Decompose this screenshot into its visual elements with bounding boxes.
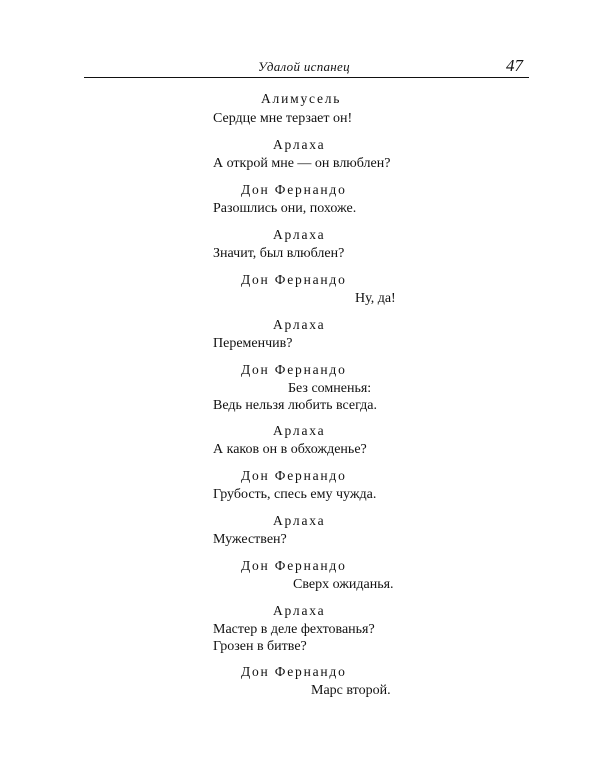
speaker-name: Дон Фернандо — [241, 664, 347, 679]
dialogue-line: Грубость, спесь ему чужда. — [213, 487, 377, 502]
dialogue-line: Переменчив? — [213, 336, 293, 351]
dialogue-line: А каков он в обхожденье? — [213, 442, 367, 457]
header-rule — [84, 77, 529, 78]
dialogue-line: Мужествен? — [213, 532, 287, 547]
speaker-name: Арлаха — [273, 423, 326, 438]
speaker-name: Арлаха — [273, 227, 326, 242]
dialogue-line: Сердце мне терзает он! — [213, 111, 353, 126]
speaker-name: Дон Фернандо — [241, 468, 347, 483]
speaker-name: Дон Фернандо — [241, 558, 347, 573]
dialogue-line: Марс второй. — [311, 683, 391, 698]
speaker-name: Арлаха — [273, 603, 326, 618]
speaker-name: Арлаха — [273, 513, 326, 528]
dialogue-line: Грозен в битве? — [213, 639, 307, 654]
speaker-name: Алимусель — [261, 91, 342, 106]
speaker-name: Дон Фернандо — [241, 362, 347, 377]
dialogue-line: Сверх ожиданья. — [293, 577, 394, 592]
dialogue-line: Значит, был влюблен? — [213, 246, 345, 261]
dialogue-line: Ну, да! — [355, 291, 396, 306]
speaker-name: Арлаха — [273, 137, 326, 152]
running-title: Удалой испанец — [258, 59, 350, 74]
speaker-name: Арлаха — [273, 317, 326, 332]
dialogue-line: Мастер в деле фехтованья? — [213, 622, 375, 637]
dialogue-line: Ведь нельзя любить всегда. — [213, 398, 377, 413]
dialogue-line: А открой мне — он влюблен? — [213, 156, 391, 171]
page-number: 47 — [506, 56, 523, 75]
dialogue-line: Разошлись они, похоже. — [213, 201, 357, 216]
speaker-name: Дон Фернандо — [241, 272, 347, 287]
speaker-name: Дон Фернандо — [241, 182, 347, 197]
dialogue-line: Без сомненья: — [288, 381, 372, 396]
